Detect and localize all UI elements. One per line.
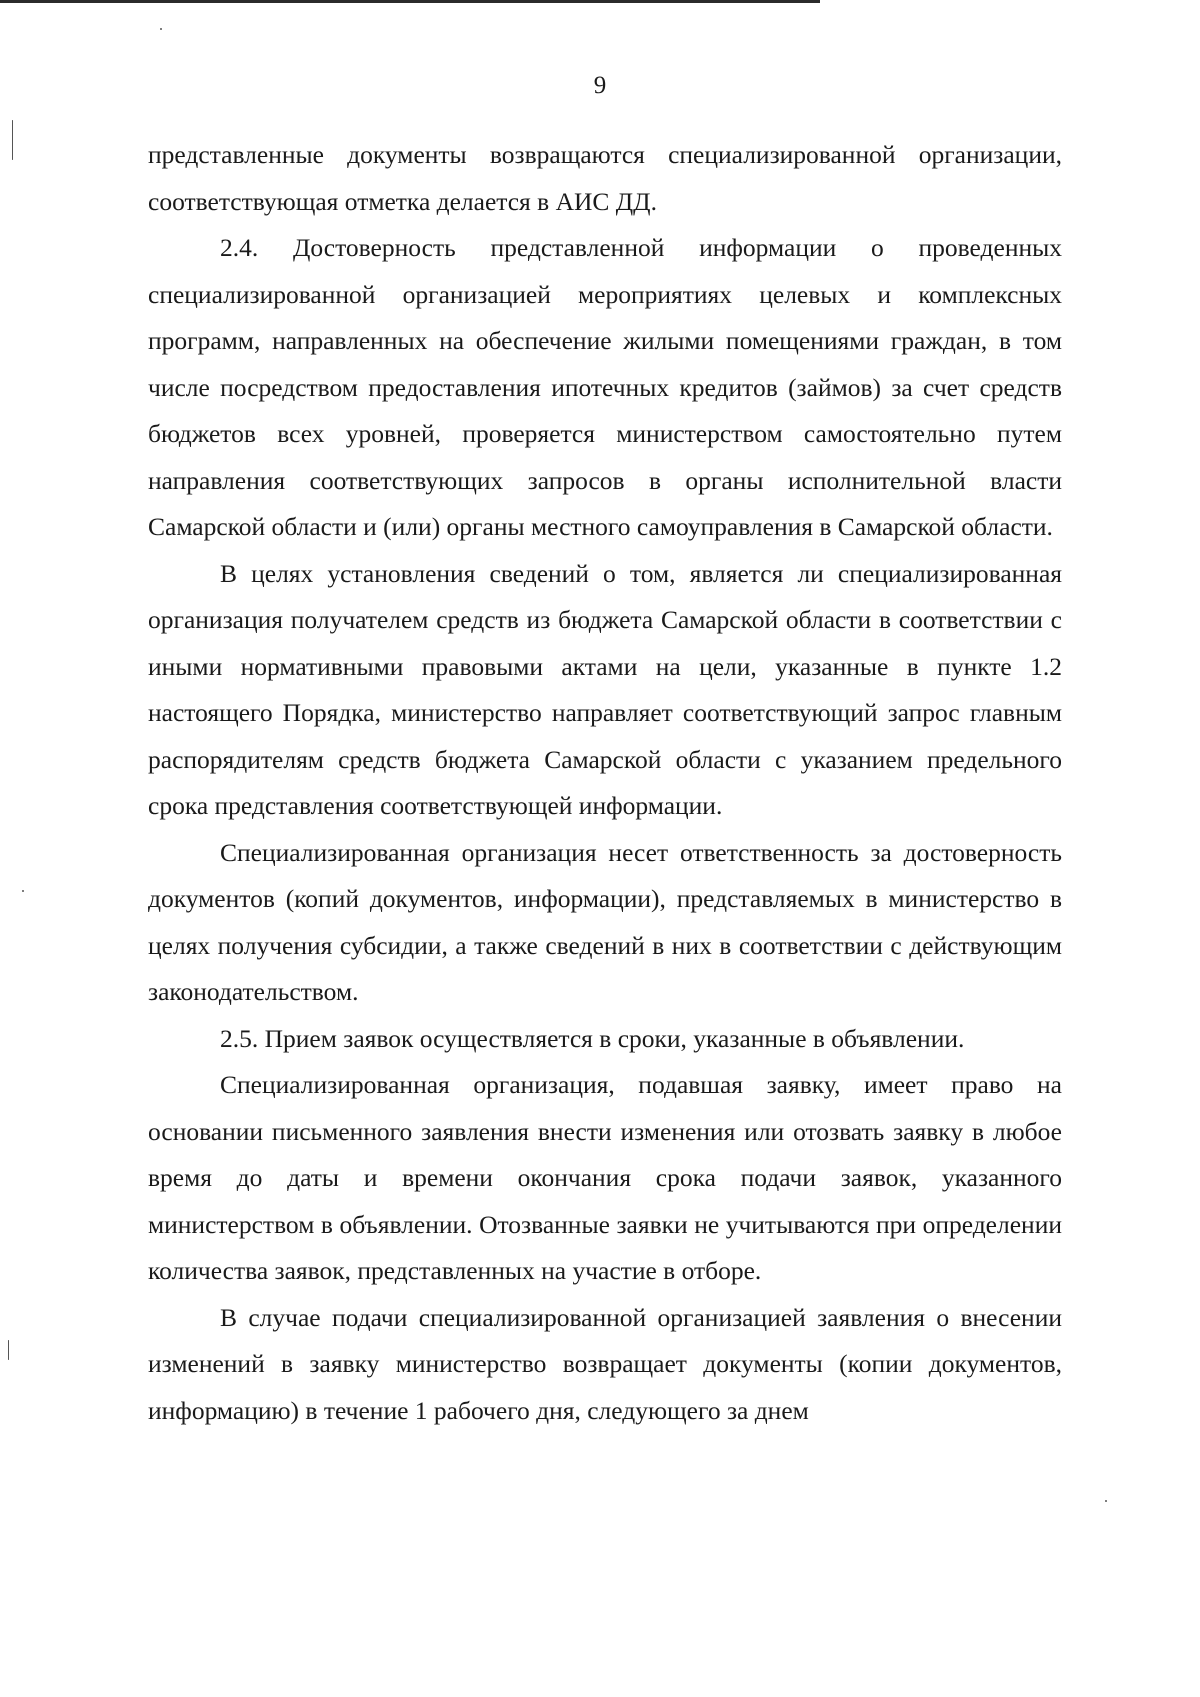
scan-speck: [12, 120, 13, 160]
paragraph-responsibility: Специализированная организация несет ответственность за достоверность документов (копий документов, информации), представляемых в министерство в целях получения субсидии, а также сведений в них в соответствии с действующим законодательством.: [148, 837, 1062, 1006]
paragraph-2-4: 2.4. Достоверность представленной информации о проведенных специализированной организацией мероприятиях целевых и комплексных программ, направленных на обеспечение жилыми помещениями граждан, в том числе посредством предоставления ипотечных кредитов (займов) за счет средств бюджетов всех уровней, проверяется министерством самостоятельно путем направления соответствующих запросов в органы исполнительной власти Самарской области и (или) органы местного самоуправления в Самарской области.: [148, 233, 1062, 541]
document-body: [148, 132, 1062, 1434]
scan-speck: [160, 28, 162, 30]
page-number: 9: [593, 72, 607, 99]
paragraph-budget-check: В целях установления сведений о том, является ли специализированная организация получателем средств из бюджета Самарской области в соответствии с иными нормативными правовыми актами на цели, указанные в пункте 1.2 настоящего Порядка, министерство направляет соответствующий запрос главным распорядителям средств бюджета Самарской области с указанием предельного срока представления соответствующей информации.: [148, 558, 1062, 820]
scan-top-edge-line: [0, 0, 820, 3]
scan-speck: [1105, 1500, 1107, 1502]
paragraph-document-return: В случае подачи специализированной организацией заявления о внесении изменений в заявку министерство возвращает документы (копии документов, информацию) в течение 1 рабочего дня, следующего за днем: [148, 1302, 1062, 1425]
paragraph-2-5: 2.5. Прием заявок осуществляется в сроки, указанные в объявлении.: [220, 1023, 965, 1053]
paragraph-application-changes: Специализированная организация, подавшая заявку, имеет право на основании письменного заявления внести изменения или отозвать заявку в любое время до даты и времени окончания срока подачи заявок, указанного министерством в объявлении. Отозванные заявки не учитываются при определении количества заявок, представленных на участие в отборе.: [148, 1070, 1062, 1285]
paragraph-continuation: представленные документы возвращаются специализированной организации, соответствующая отметка делается в АИС ДД.: [148, 140, 1062, 216]
scan-speck: [22, 890, 24, 892]
scan-speck: [8, 1340, 9, 1360]
